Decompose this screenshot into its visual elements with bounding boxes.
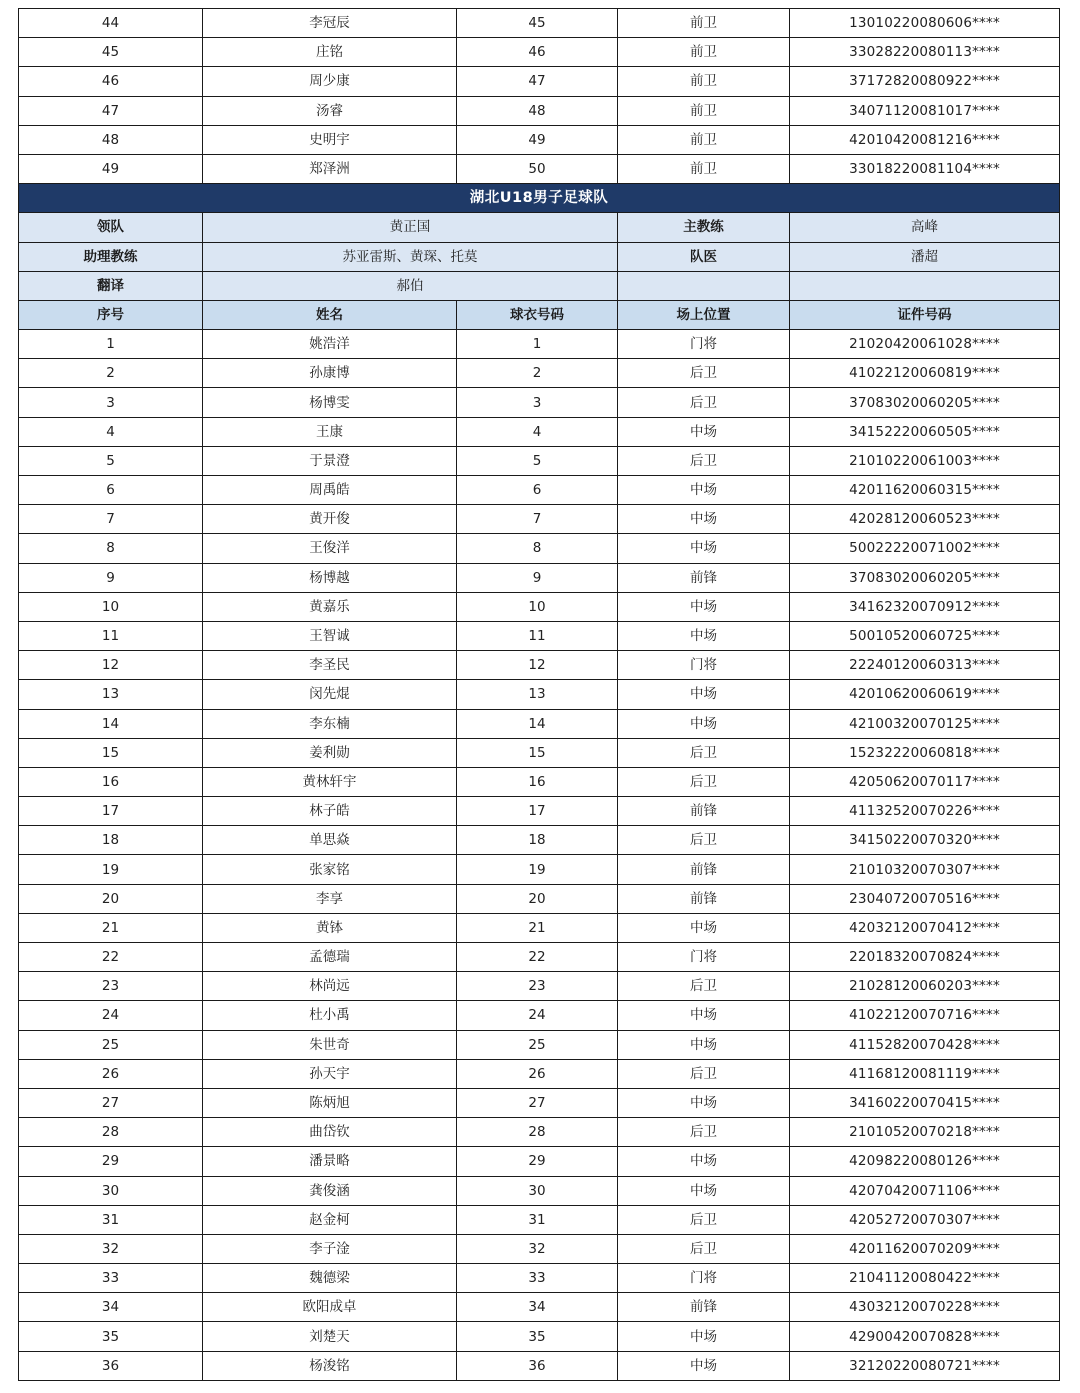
cell-no: 36 bbox=[19, 1351, 203, 1380]
table-row bbox=[19, 67, 1060, 96]
cell-position: 前锋 bbox=[618, 1293, 790, 1322]
cell-id: 21010220061003**** bbox=[790, 446, 1060, 475]
cell-id: 37172820080922**** bbox=[790, 67, 1060, 96]
cell-jersey: 18 bbox=[457, 826, 618, 855]
cell-jersey: 32 bbox=[457, 1234, 618, 1263]
cell-position: 门将 bbox=[618, 943, 790, 972]
cell-name: 周少康 bbox=[203, 67, 457, 96]
cell-position: 前卫 bbox=[618, 154, 790, 183]
cell-no: 46 bbox=[19, 67, 203, 96]
team-title-row bbox=[19, 184, 1060, 213]
table-row bbox=[19, 563, 1060, 592]
cell-position: 中场 bbox=[618, 680, 790, 709]
cell-name: 姜利勋 bbox=[203, 738, 457, 767]
cell-no: 26 bbox=[19, 1059, 203, 1088]
cell-name: 林子皓 bbox=[203, 797, 457, 826]
cell-id: 41132520070226**** bbox=[790, 797, 1060, 826]
cell-no: 23 bbox=[19, 972, 203, 1001]
cell-position: 中场 bbox=[618, 709, 790, 738]
head-coach-value: 高峰 bbox=[790, 213, 1060, 242]
cell-id: 42100320070125**** bbox=[790, 709, 1060, 738]
cell-no: 15 bbox=[19, 738, 203, 767]
cell-position: 后卫 bbox=[618, 767, 790, 796]
cell-jersey: 12 bbox=[457, 651, 618, 680]
cell-jersey: 20 bbox=[457, 884, 618, 913]
cell-name: 朱世奇 bbox=[203, 1030, 457, 1059]
cell-jersey: 29 bbox=[457, 1147, 618, 1176]
table-row bbox=[19, 1264, 1060, 1293]
cell-no: 32 bbox=[19, 1234, 203, 1263]
doctor-label: 队医 bbox=[618, 242, 790, 271]
cell-position: 中场 bbox=[618, 1088, 790, 1117]
cell-position: 后卫 bbox=[618, 972, 790, 1001]
cell-no: 7 bbox=[19, 505, 203, 534]
cell-id: 34150220070320**** bbox=[790, 826, 1060, 855]
cell-jersey: 21 bbox=[457, 913, 618, 942]
col-no-header: 序号 bbox=[19, 300, 203, 329]
cell-position: 前锋 bbox=[618, 855, 790, 884]
table-row bbox=[19, 1059, 1060, 1088]
cell-jersey: 22 bbox=[457, 943, 618, 972]
cell-jersey: 46 bbox=[457, 38, 618, 67]
cell-id: 33018220081104**** bbox=[790, 154, 1060, 183]
col-jersey-header: 球衣号码 bbox=[457, 300, 618, 329]
cell-name: 王康 bbox=[203, 417, 457, 446]
cell-name: 李圣民 bbox=[203, 651, 457, 680]
cell-jersey: 6 bbox=[457, 476, 618, 505]
cell-no: 48 bbox=[19, 125, 203, 154]
cell-name: 李东楠 bbox=[203, 709, 457, 738]
table-row bbox=[19, 359, 1060, 388]
cell-no: 35 bbox=[19, 1322, 203, 1351]
table-row bbox=[19, 680, 1060, 709]
cell-position: 后卫 bbox=[618, 1118, 790, 1147]
table-row bbox=[19, 826, 1060, 855]
cell-jersey: 24 bbox=[457, 1001, 618, 1030]
cell-position: 后卫 bbox=[618, 738, 790, 767]
table-row bbox=[19, 1322, 1060, 1351]
table-row bbox=[19, 1088, 1060, 1117]
cell-position: 中场 bbox=[618, 621, 790, 650]
cell-name: 潘景略 bbox=[203, 1147, 457, 1176]
roster-sheet bbox=[18, 8, 1059, 1381]
cell-no: 5 bbox=[19, 446, 203, 475]
cell-position: 后卫 bbox=[618, 388, 790, 417]
cell-jersey: 26 bbox=[457, 1059, 618, 1088]
table-row bbox=[19, 388, 1060, 417]
cell-no: 2 bbox=[19, 359, 203, 388]
cell-id: 41168120081119**** bbox=[790, 1059, 1060, 1088]
cell-no: 3 bbox=[19, 388, 203, 417]
cell-position: 中场 bbox=[618, 1001, 790, 1030]
cell-name: 刘楚天 bbox=[203, 1322, 457, 1351]
cell-no: 12 bbox=[19, 651, 203, 680]
cell-no: 18 bbox=[19, 826, 203, 855]
cell-id: 42098220080126**** bbox=[790, 1147, 1060, 1176]
cell-jersey: 14 bbox=[457, 709, 618, 738]
cell-position: 中场 bbox=[618, 1030, 790, 1059]
cell-no: 49 bbox=[19, 154, 203, 183]
cell-no: 10 bbox=[19, 592, 203, 621]
cell-id: 21020420061028**** bbox=[790, 330, 1060, 359]
cell-no: 1 bbox=[19, 330, 203, 359]
cell-jersey: 36 bbox=[457, 1351, 618, 1380]
cell-jersey: 34 bbox=[457, 1293, 618, 1322]
cell-id: 42011620070209**** bbox=[790, 1234, 1060, 1263]
table-row bbox=[19, 1234, 1060, 1263]
cell-id: 13010220080606**** bbox=[790, 9, 1060, 38]
table-row bbox=[19, 943, 1060, 972]
cell-no: 25 bbox=[19, 1030, 203, 1059]
cell-position: 门将 bbox=[618, 1264, 790, 1293]
cell-jersey: 16 bbox=[457, 767, 618, 796]
table-row bbox=[19, 38, 1060, 67]
cell-position: 中场 bbox=[618, 1176, 790, 1205]
cell-id: 42011620060315**** bbox=[790, 476, 1060, 505]
cell-name: 孙康博 bbox=[203, 359, 457, 388]
cell-jersey: 48 bbox=[457, 96, 618, 125]
cell-jersey: 17 bbox=[457, 797, 618, 826]
cell-no: 9 bbox=[19, 563, 203, 592]
roster-table bbox=[18, 8, 1060, 1381]
empty-label bbox=[618, 271, 790, 300]
cell-id: 42032120070412**** bbox=[790, 913, 1060, 942]
cell-jersey: 47 bbox=[457, 67, 618, 96]
cell-position: 后卫 bbox=[618, 826, 790, 855]
cell-no: 14 bbox=[19, 709, 203, 738]
cell-no: 31 bbox=[19, 1205, 203, 1234]
table-row bbox=[19, 592, 1060, 621]
cell-jersey: 33 bbox=[457, 1264, 618, 1293]
cell-id: 50022220071002**** bbox=[790, 534, 1060, 563]
cell-name: 姚浩洋 bbox=[203, 330, 457, 359]
cell-jersey: 7 bbox=[457, 505, 618, 534]
cell-no: 4 bbox=[19, 417, 203, 446]
cell-id: 34162320070912**** bbox=[790, 592, 1060, 621]
cell-name: 赵金柯 bbox=[203, 1205, 457, 1234]
cell-no: 27 bbox=[19, 1088, 203, 1117]
cell-jersey: 11 bbox=[457, 621, 618, 650]
cell-position: 门将 bbox=[618, 651, 790, 680]
cell-no: 22 bbox=[19, 943, 203, 972]
cell-no: 28 bbox=[19, 1118, 203, 1147]
table-row bbox=[19, 1118, 1060, 1147]
staff-row-translator bbox=[19, 271, 1060, 300]
assistant-label: 助理教练 bbox=[19, 242, 203, 271]
cell-name: 周禹皓 bbox=[203, 476, 457, 505]
table-row bbox=[19, 1205, 1060, 1234]
cell-position: 前卫 bbox=[618, 96, 790, 125]
table-row bbox=[19, 767, 1060, 796]
head-coach-label: 主教练 bbox=[618, 213, 790, 242]
translator-value: 郝伯 bbox=[203, 271, 618, 300]
table-row bbox=[19, 972, 1060, 1001]
cell-name: 于景澄 bbox=[203, 446, 457, 475]
cell-position: 后卫 bbox=[618, 1205, 790, 1234]
table-row bbox=[19, 9, 1060, 38]
cell-id: 42050620070117**** bbox=[790, 767, 1060, 796]
cell-name: 林尚远 bbox=[203, 972, 457, 1001]
cell-jersey: 2 bbox=[457, 359, 618, 388]
cell-jersey: 9 bbox=[457, 563, 618, 592]
cell-jersey: 3 bbox=[457, 388, 618, 417]
cell-jersey: 5 bbox=[457, 446, 618, 475]
cell-position: 前锋 bbox=[618, 797, 790, 826]
table-row bbox=[19, 330, 1060, 359]
cell-jersey: 13 bbox=[457, 680, 618, 709]
cell-position: 前卫 bbox=[618, 9, 790, 38]
cell-jersey: 35 bbox=[457, 1322, 618, 1351]
cell-id: 21010520070218**** bbox=[790, 1118, 1060, 1147]
cell-id: 21041120080422**** bbox=[790, 1264, 1060, 1293]
table-row bbox=[19, 534, 1060, 563]
cell-no: 30 bbox=[19, 1176, 203, 1205]
cell-position: 门将 bbox=[618, 330, 790, 359]
table-row bbox=[19, 855, 1060, 884]
cell-name: 庄铭 bbox=[203, 38, 457, 67]
table-row bbox=[19, 125, 1060, 154]
cell-position: 后卫 bbox=[618, 1059, 790, 1088]
player-rows bbox=[19, 330, 1060, 1381]
table-row bbox=[19, 446, 1060, 475]
cell-name: 郑泽洲 bbox=[203, 154, 457, 183]
cell-name: 黄开俊 bbox=[203, 505, 457, 534]
table-row bbox=[19, 797, 1060, 826]
staff-row-assistant bbox=[19, 242, 1060, 271]
leader-label: 领队 bbox=[19, 213, 203, 242]
cell-position: 前卫 bbox=[618, 125, 790, 154]
cell-no: 21 bbox=[19, 913, 203, 942]
cell-no: 6 bbox=[19, 476, 203, 505]
table-row bbox=[19, 96, 1060, 125]
cell-name: 曲岱钦 bbox=[203, 1118, 457, 1147]
cell-id: 41152820070428**** bbox=[790, 1030, 1060, 1059]
cell-id: 22240120060313**** bbox=[790, 651, 1060, 680]
cell-name: 杜小禹 bbox=[203, 1001, 457, 1030]
cell-position: 后卫 bbox=[618, 446, 790, 475]
cell-jersey: 28 bbox=[457, 1118, 618, 1147]
cell-name: 黄林轩宇 bbox=[203, 767, 457, 796]
cell-no: 19 bbox=[19, 855, 203, 884]
table-row bbox=[19, 1001, 1060, 1030]
cell-position: 前锋 bbox=[618, 563, 790, 592]
cell-jersey: 50 bbox=[457, 154, 618, 183]
cell-id: 42028120060523**** bbox=[790, 505, 1060, 534]
cell-position: 前锋 bbox=[618, 884, 790, 913]
table-row bbox=[19, 913, 1060, 942]
table-row bbox=[19, 1176, 1060, 1205]
cell-position: 中场 bbox=[618, 1351, 790, 1380]
cell-name: 杨博越 bbox=[203, 563, 457, 592]
table-row bbox=[19, 621, 1060, 650]
table-row bbox=[19, 1147, 1060, 1176]
cell-id: 50010520060725**** bbox=[790, 621, 1060, 650]
cell-position: 后卫 bbox=[618, 359, 790, 388]
cell-jersey: 19 bbox=[457, 855, 618, 884]
cell-name: 陈炳旭 bbox=[203, 1088, 457, 1117]
col-id-header: 证件号码 bbox=[790, 300, 1060, 329]
cell-no: 11 bbox=[19, 621, 203, 650]
cell-jersey: 45 bbox=[457, 9, 618, 38]
cell-id: 42010620060619**** bbox=[790, 680, 1060, 709]
cell-name: 张家铭 bbox=[203, 855, 457, 884]
team-header-block bbox=[19, 184, 1060, 330]
cell-no: 8 bbox=[19, 534, 203, 563]
cell-name: 魏德梁 bbox=[203, 1264, 457, 1293]
cell-name: 史明宇 bbox=[203, 125, 457, 154]
cell-no: 34 bbox=[19, 1293, 203, 1322]
table-row bbox=[19, 476, 1060, 505]
cell-no: 47 bbox=[19, 96, 203, 125]
cell-name: 杨博雯 bbox=[203, 388, 457, 417]
cell-position: 前卫 bbox=[618, 67, 790, 96]
table-row bbox=[19, 505, 1060, 534]
cell-position: 中场 bbox=[618, 1322, 790, 1351]
staff-row-leader bbox=[19, 213, 1060, 242]
cell-no: 17 bbox=[19, 797, 203, 826]
cell-id: 21028120060203**** bbox=[790, 972, 1060, 1001]
cell-name: 杨浚铭 bbox=[203, 1351, 457, 1380]
cell-name: 黄嘉乐 bbox=[203, 592, 457, 621]
cell-name: 黄钵 bbox=[203, 913, 457, 942]
team-title: 湖北U18男子足球队 bbox=[19, 184, 1060, 213]
table-row bbox=[19, 1293, 1060, 1322]
cell-name: 欧阳成卓 bbox=[203, 1293, 457, 1322]
cell-position: 中场 bbox=[618, 505, 790, 534]
assistant-value: 苏亚雷斯、黄琛、托莫 bbox=[203, 242, 618, 271]
cell-position: 中场 bbox=[618, 476, 790, 505]
cell-id: 42900420070828**** bbox=[790, 1322, 1060, 1351]
cell-position: 前卫 bbox=[618, 38, 790, 67]
cell-id: 15232220060818**** bbox=[790, 738, 1060, 767]
table-row bbox=[19, 1030, 1060, 1059]
col-position-header: 场上位置 bbox=[618, 300, 790, 329]
table-row bbox=[19, 417, 1060, 446]
cell-name: 汤睿 bbox=[203, 96, 457, 125]
cell-no: 13 bbox=[19, 680, 203, 709]
table-row bbox=[19, 1351, 1060, 1380]
doctor-value: 潘超 bbox=[790, 242, 1060, 271]
cell-id: 32120220080721**** bbox=[790, 1351, 1060, 1380]
column-header-row bbox=[19, 300, 1060, 329]
cell-id: 42010420081216**** bbox=[790, 125, 1060, 154]
cell-jersey: 23 bbox=[457, 972, 618, 1001]
cell-no: 20 bbox=[19, 884, 203, 913]
cell-jersey: 31 bbox=[457, 1205, 618, 1234]
table-row bbox=[19, 154, 1060, 183]
cell-id: 42052720070307**** bbox=[790, 1205, 1060, 1234]
cell-jersey: 25 bbox=[457, 1030, 618, 1059]
cell-jersey: 49 bbox=[457, 125, 618, 154]
cell-no: 29 bbox=[19, 1147, 203, 1176]
translator-label: 翻译 bbox=[19, 271, 203, 300]
cell-id: 37083020060205**** bbox=[790, 563, 1060, 592]
cell-id: 34071120081017**** bbox=[790, 96, 1060, 125]
cell-id: 43032120070228**** bbox=[790, 1293, 1060, 1322]
cell-jersey: 27 bbox=[457, 1088, 618, 1117]
cell-id: 41022120070716**** bbox=[790, 1001, 1060, 1030]
cell-id: 42070420071106**** bbox=[790, 1176, 1060, 1205]
cell-position: 中场 bbox=[618, 417, 790, 446]
cell-name: 李享 bbox=[203, 884, 457, 913]
cell-id: 37083020060205**** bbox=[790, 388, 1060, 417]
cell-name: 孙天宇 bbox=[203, 1059, 457, 1088]
table-row bbox=[19, 884, 1060, 913]
cell-name: 王俊洋 bbox=[203, 534, 457, 563]
cell-position: 中场 bbox=[618, 1147, 790, 1176]
cell-jersey: 1 bbox=[457, 330, 618, 359]
cell-id: 34152220060505**** bbox=[790, 417, 1060, 446]
cell-jersey: 4 bbox=[457, 417, 618, 446]
cell-name: 单思焱 bbox=[203, 826, 457, 855]
empty-value bbox=[790, 271, 1060, 300]
cell-jersey: 10 bbox=[457, 592, 618, 621]
cell-name: 李子淦 bbox=[203, 1234, 457, 1263]
cell-no: 33 bbox=[19, 1264, 203, 1293]
table-row bbox=[19, 738, 1060, 767]
leader-value: 黄正国 bbox=[203, 213, 618, 242]
cell-name: 王智诚 bbox=[203, 621, 457, 650]
table-row bbox=[19, 709, 1060, 738]
cell-jersey: 15 bbox=[457, 738, 618, 767]
cell-no: 45 bbox=[19, 38, 203, 67]
cell-position: 后卫 bbox=[618, 1234, 790, 1263]
cell-id: 33028220080113**** bbox=[790, 38, 1060, 67]
cell-id: 41022120060819**** bbox=[790, 359, 1060, 388]
cell-no: 24 bbox=[19, 1001, 203, 1030]
cell-id: 34160220070415**** bbox=[790, 1088, 1060, 1117]
cell-id: 21010320070307**** bbox=[790, 855, 1060, 884]
cell-no: 44 bbox=[19, 9, 203, 38]
previous-team-rows bbox=[19, 9, 1060, 184]
col-name-header: 姓名 bbox=[203, 300, 457, 329]
table-row bbox=[19, 651, 1060, 680]
cell-id: 22018320070824**** bbox=[790, 943, 1060, 972]
cell-id: 23040720070516**** bbox=[790, 884, 1060, 913]
cell-position: 中场 bbox=[618, 913, 790, 942]
cell-jersey: 8 bbox=[457, 534, 618, 563]
cell-position: 中场 bbox=[618, 534, 790, 563]
cell-no: 16 bbox=[19, 767, 203, 796]
cell-name: 李冠辰 bbox=[203, 9, 457, 38]
cell-name: 闵先焜 bbox=[203, 680, 457, 709]
cell-jersey: 30 bbox=[457, 1176, 618, 1205]
cell-name: 孟德瑞 bbox=[203, 943, 457, 972]
cell-name: 龚俊涵 bbox=[203, 1176, 457, 1205]
cell-position: 中场 bbox=[618, 592, 790, 621]
